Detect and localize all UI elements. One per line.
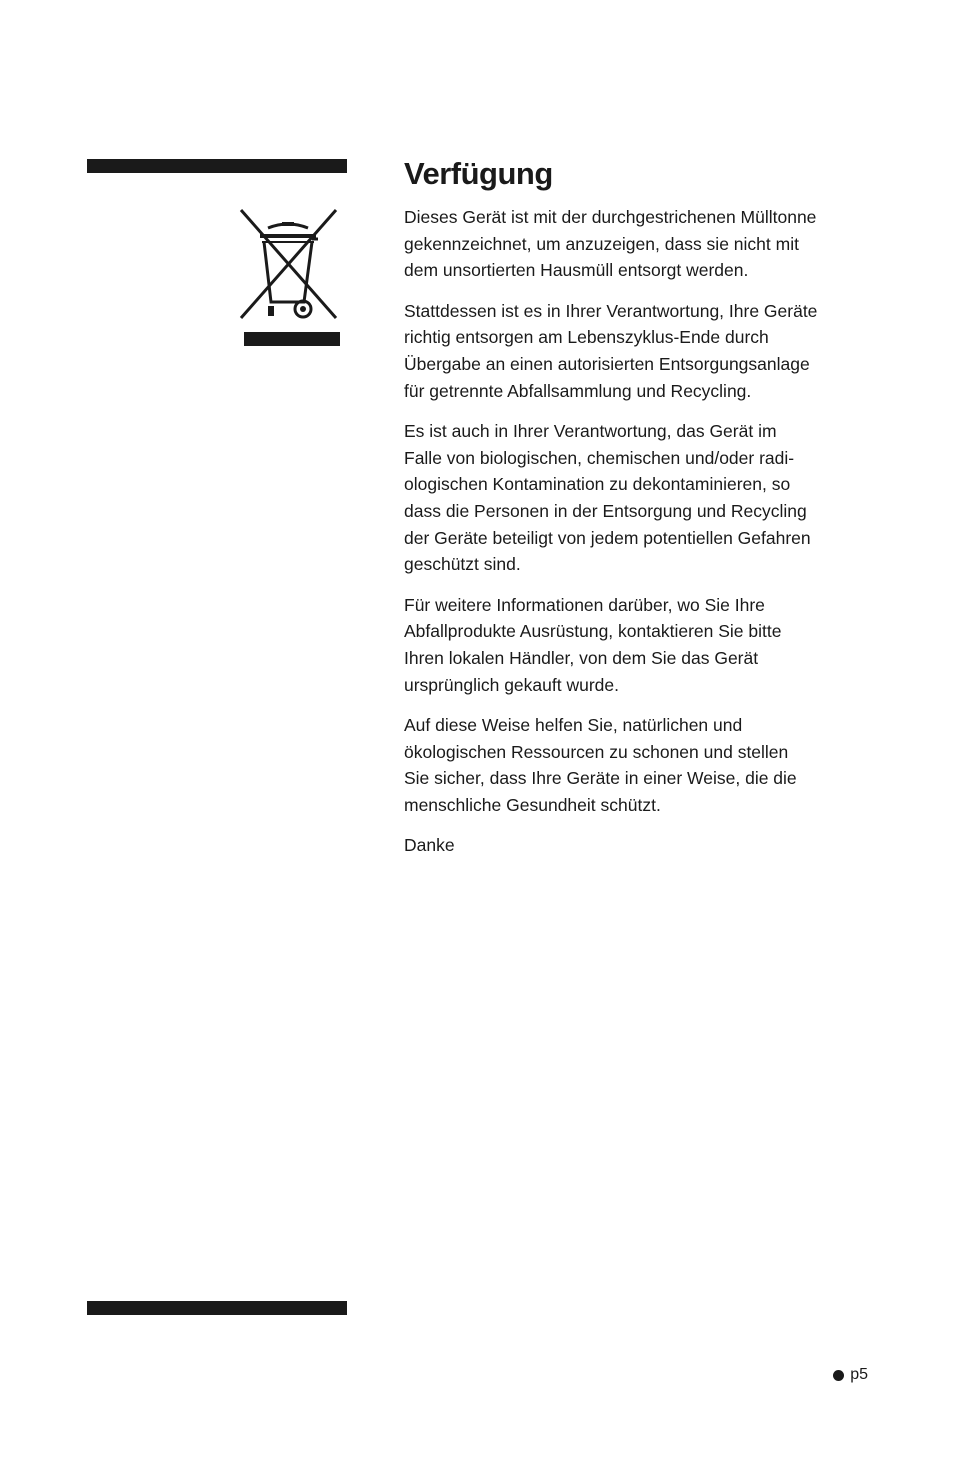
paragraph-marking: Dieses Gerät ist mit der durchgestrichenen Mülltonne gekennzeichnet, um anzuzeigen, dass sie nicht mit dem unsortierten Hausmüll entsorgt werden. <box>404 207 817 281</box>
page-footer <box>833 1366 868 1384</box>
weee-bin-icon <box>238 206 342 348</box>
disposal-section <box>404 152 864 873</box>
paragraph-decontamination: Es ist auch in Ihrer Verantwortung, das Gerät im Falle von biologischen, chemischen und/oder radi- ologischen Kontamination zu dekontaminieren, so dass die Personen in der Entsorgung und Recycling der Geräte beteiligt von jedem potentiellen Gefahren geschützt sind. <box>404 421 811 575</box>
paragraph-responsibility: Stattdessen ist es in Ihrer Verantwortung, Ihre Geräte richtig entsorgen am Lebenszyklus-Ende durch Übergabe an einen autorisierten Entsorgungsanlage für getrennte Abfallsammlung und Recycling. <box>404 300 818 401</box>
section-heading: Verfügung <box>404 156 553 191</box>
top-divider-bar <box>87 159 347 173</box>
paragraph-thanks: Danke <box>404 835 455 856</box>
paragraph-further-info: Für weitere Informationen darüber, wo Sie Ihre Abfallprodukte Ausrüstung, kontaktieren Sie bitte Ihren lokalen Händler, von dem Sie das Gerät ursprünglich gekauft wurde. <box>404 594 782 695</box>
page-number: p5 <box>850 1366 868 1383</box>
paragraph-resources: Auf diese Weise helfen Sie, natürlichen und ökologischen Ressourcen zu schonen und stellen Sie sicher, dass Ihre Geräte in einer Weise, die die menschliche Gesundheit schützt. <box>404 715 797 815</box>
bullet-icon <box>833 1370 844 1381</box>
bottom-divider-bar <box>87 1301 347 1315</box>
